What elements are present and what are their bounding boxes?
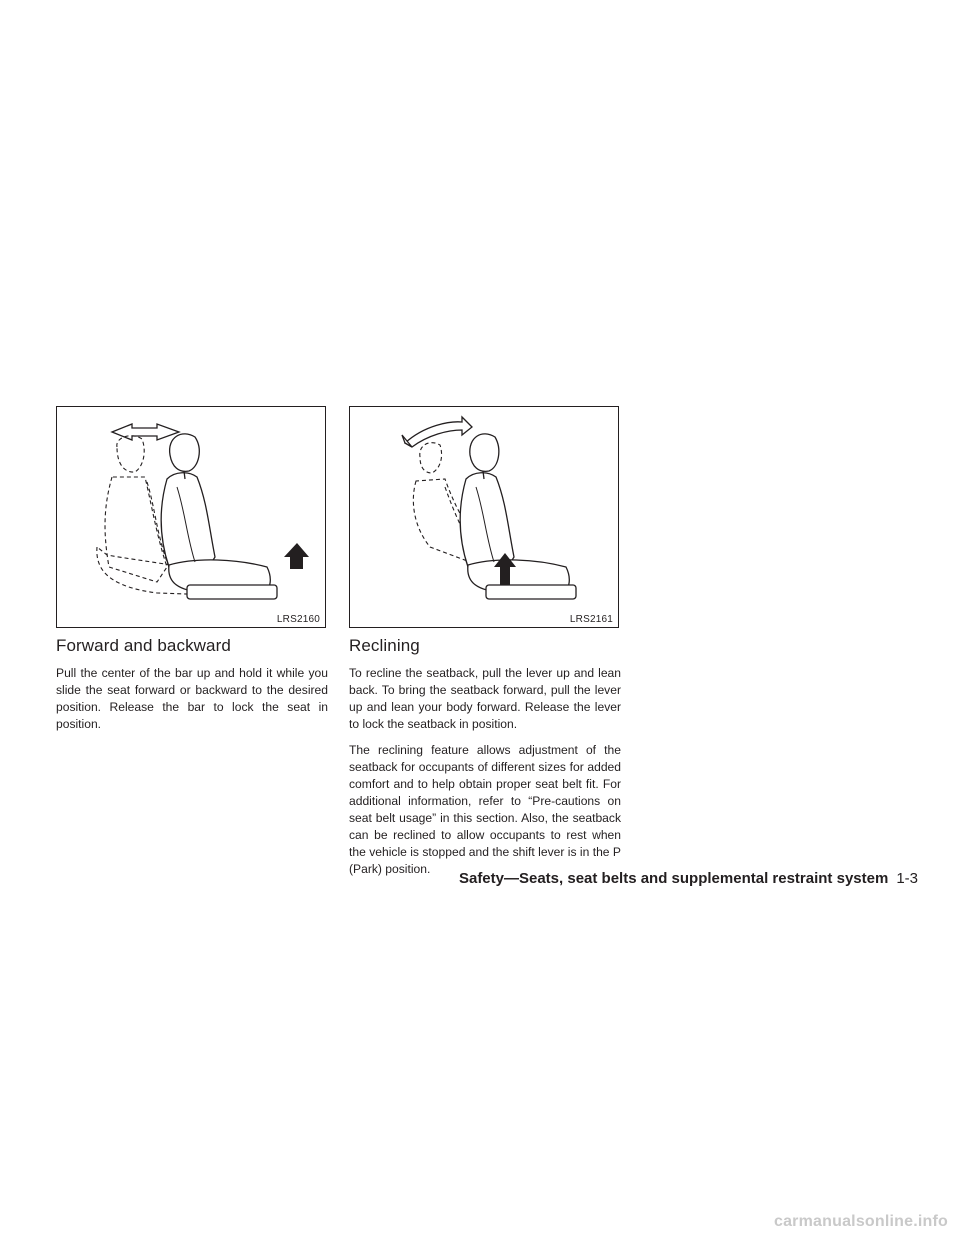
seat-slide-illustration xyxy=(57,407,327,629)
double-arrow-icon xyxy=(112,424,179,440)
curved-double-arrow-icon xyxy=(405,417,472,447)
seat-recline-illustration xyxy=(350,407,620,629)
body-paragraph: The reclining feature allows adjustment of the seatback for occupants of different sizes for added comfort and to help obtain proper seat belt fit. For additional information, refer to “Pre-cautions on seat belt usage” in this section. Also, the seatback can be reclined to allow occupants to rest when the vehicle is stopped and the shift lever is in the P (Park) position. xyxy=(349,743,621,876)
page-footer xyxy=(459,870,918,887)
section-title: Forward and backward xyxy=(56,636,231,655)
body-paragraph: Pull the center of the bar up and hold it while you slide the seat forward or backward to the desired position. Release the bar to lock the seat in position. xyxy=(56,666,328,731)
figure-seat-recline xyxy=(349,406,619,628)
section-reclining xyxy=(349,636,621,887)
section-title: Reclining xyxy=(349,636,420,655)
figure-code: LRS2160 xyxy=(276,614,320,625)
figure-seat-slide xyxy=(56,406,326,628)
footer-section-title: Safety—Seats, seat belts and supplemental restraint system xyxy=(458,870,889,887)
section-forward-backward xyxy=(56,636,328,742)
watermark: carmanualsonline.info xyxy=(773,1213,948,1230)
body-paragraph: To recline the seatback, pull the lever up and lean back. To bring the seatback forward, pull the lever up and lean your body forward. Release the lever to lock the seatback in position. xyxy=(349,666,621,731)
page-number: 1-3 xyxy=(896,870,918,887)
up-arrow-icon xyxy=(284,543,309,569)
figure-code: LRS2161 xyxy=(569,614,613,625)
